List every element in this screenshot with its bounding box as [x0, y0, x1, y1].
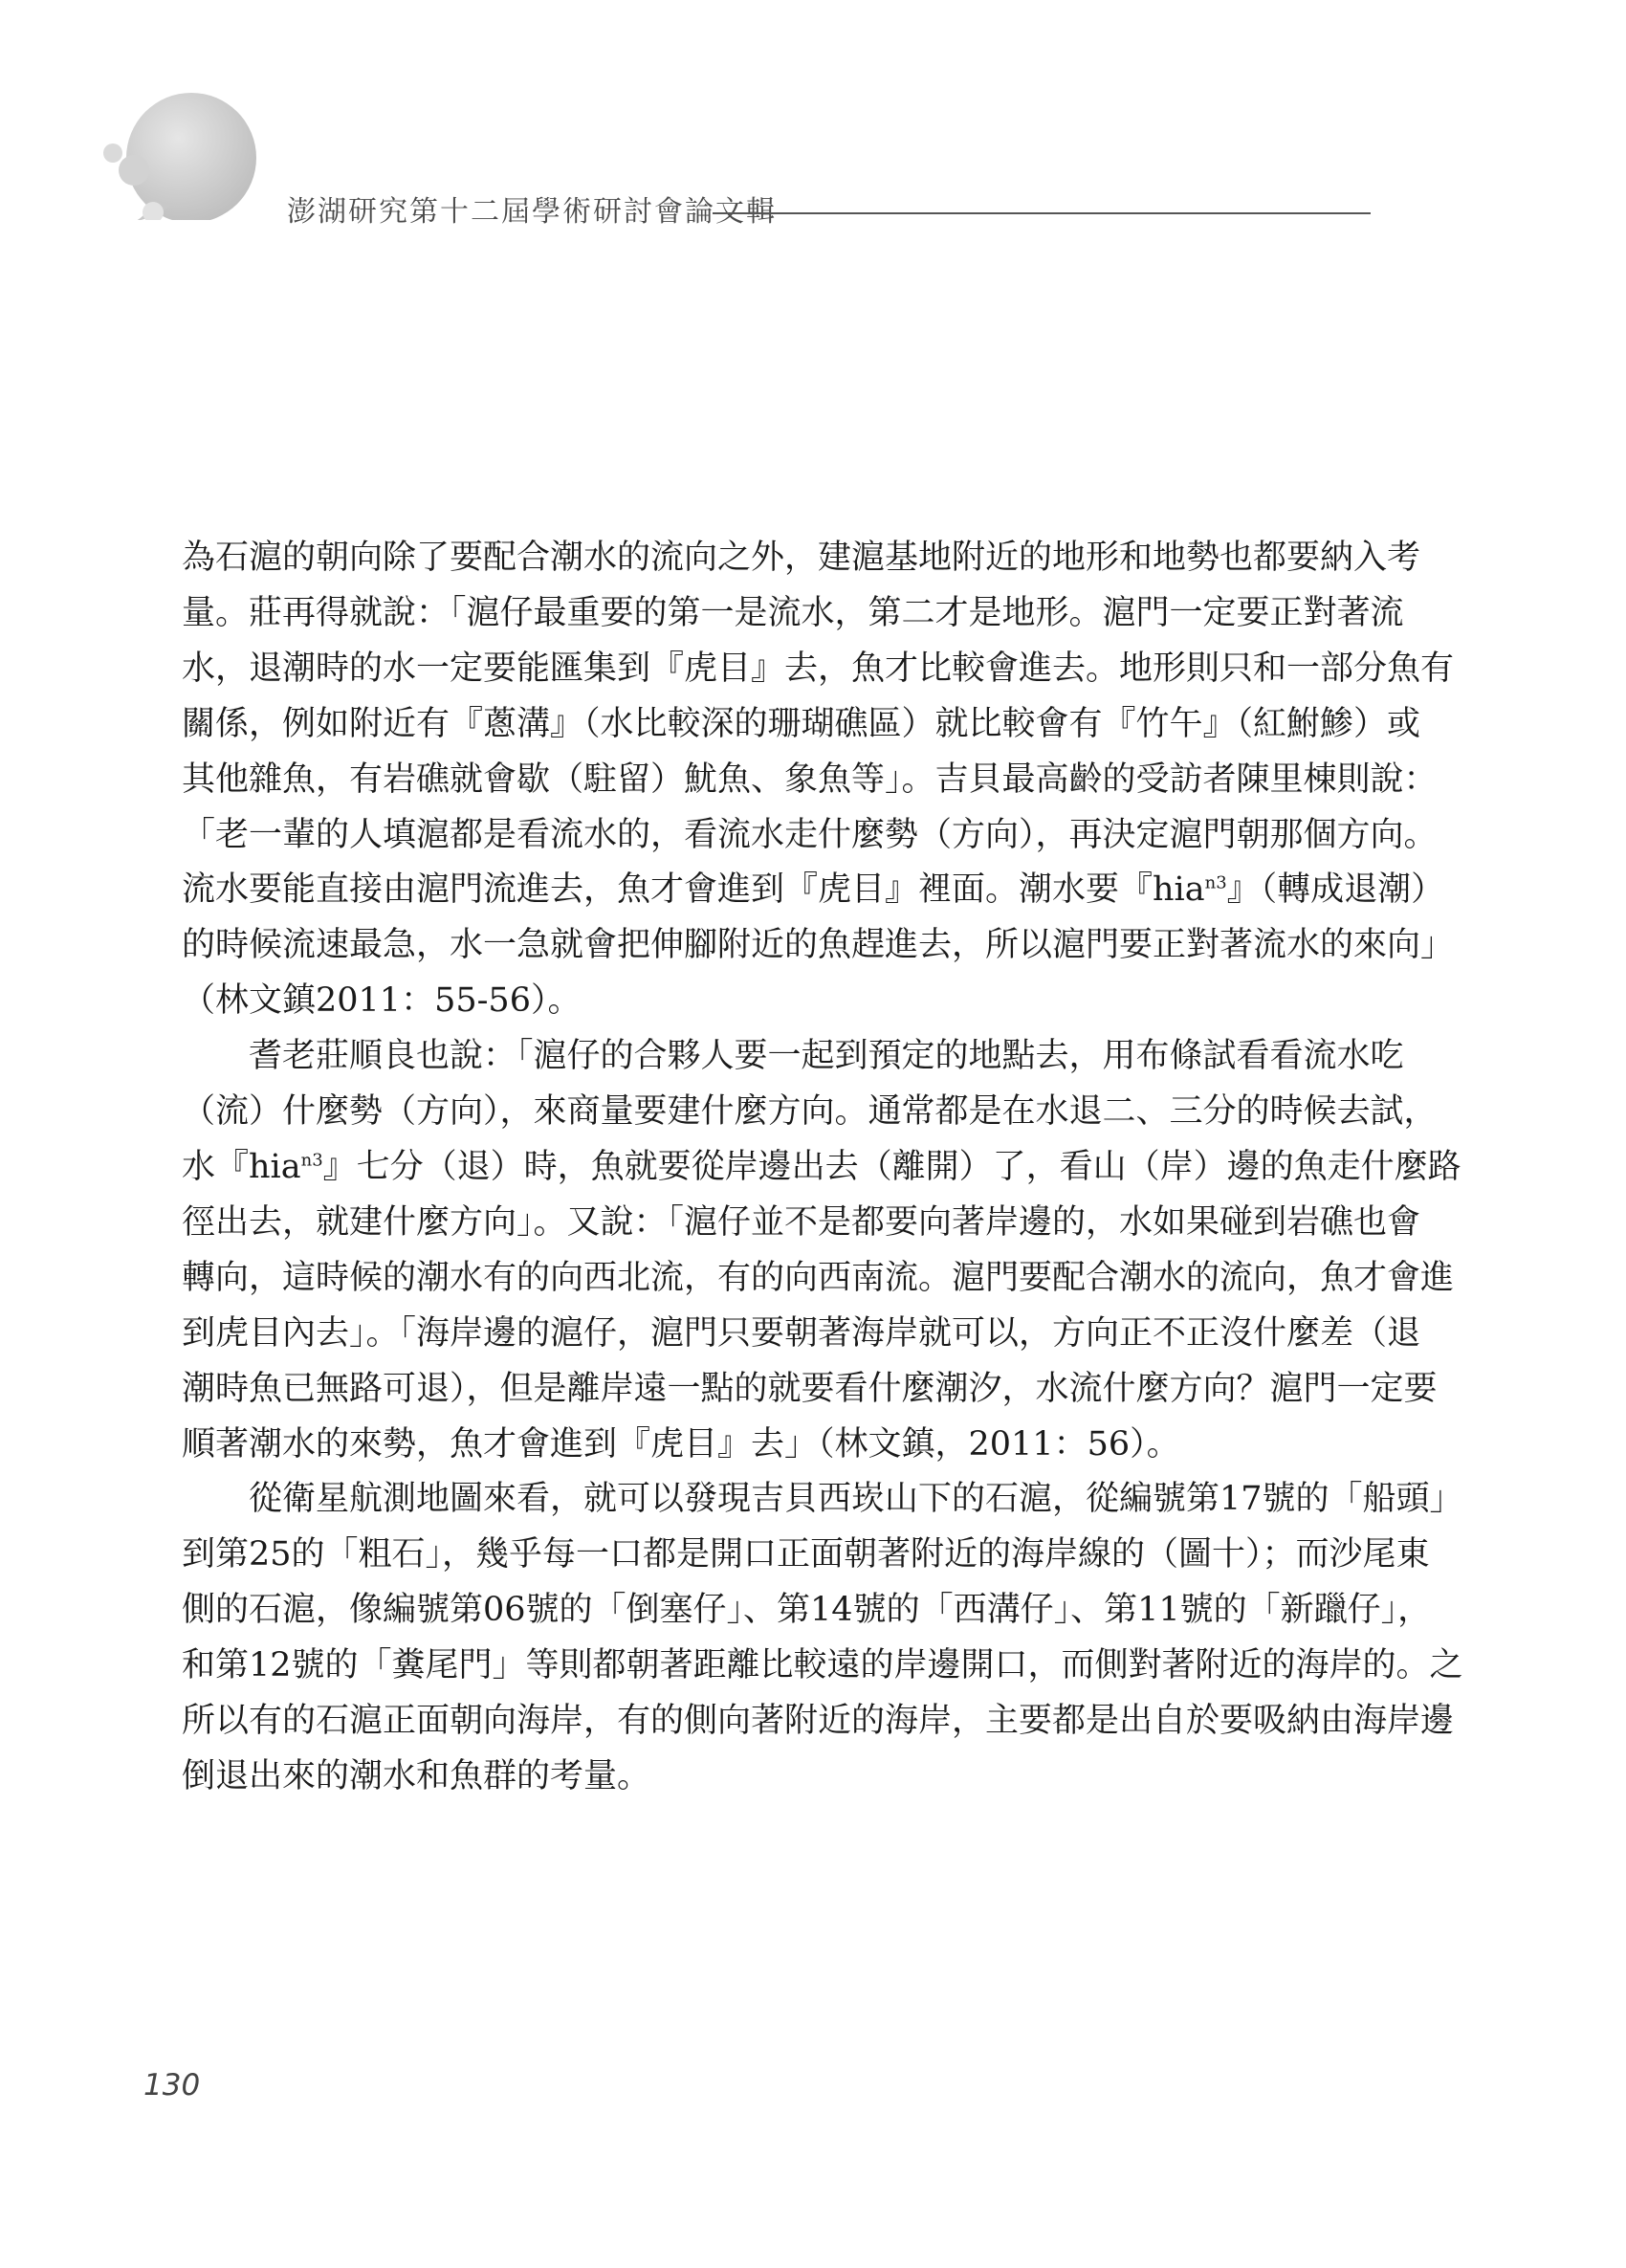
text-line: 所以有的石滬正面朝向海岸，有的側向著附近的海岸，主要都是出自於要吸納由海岸邊	[182, 1702, 1455, 1741]
text-line: 從衛星航測地圖來看，就可以發現吉貝西崁山下的石滬，從編號第17號的「船頭」	[249, 1480, 1463, 1519]
text-segment: 』（轉成退潮）	[1226, 870, 1445, 910]
text-line: 到第25的「粗石」，幾乎每一口都是開口正面朝著附近的海岸線的（圖十）；而沙尾東	[182, 1535, 1430, 1574]
bubble-logo-icon	[0, 0, 287, 220]
text-line: 為石滬的朝向除了要配合潮水的流向之外，建滬基地附近的地形和地勢也都要納入考	[182, 539, 1421, 577]
text-line: 到虎目內去」。「海岸邊的滬仔，滬門只要朝著海岸就可以，方向正不正沒什麼差（退	[182, 1313, 1421, 1353]
paragraph-2	[182, 1029, 1461, 1472]
body-text	[182, 531, 1463, 1805]
text-line	[182, 1140, 1461, 1196]
text-line: 的時候流速最急，水一急就會把伸腳附近的魚趕進去，所以滬門要正對著流水的來向」	[182, 926, 1455, 965]
text-line: （流）什麼勢（方向），來商量要建什麼方向。通常都是在水退二、三分的時候去試，	[182, 1092, 1438, 1132]
text-line: 關係，例如附近有『蔥溝』（水比較深的珊瑚礁區）就比較會有『竹午』（紅鮒鯵）或	[182, 704, 1421, 743]
text-line: 「老一輩的人填滬都是看流水的，看流水走什麼勢（方向），再決定滬門朝那個方向。	[182, 815, 1438, 854]
text-segment: 』七分（退）時，魚就要從岸邊出去（離開）了，看山（岸）邊的魚走什麼路	[322, 1147, 1461, 1186]
text-line: 其他雜魚，有岩礁就會歇（駐留）魷魚、象魚等」。吉貝最高齡的受訪者陳里棟則說：	[182, 760, 1438, 799]
paragraph-1	[182, 531, 1455, 1029]
text-line: 側的石滬，像編號第06號的「倒塞仔」、第14號的「西溝仔」、第11號的「新躐仔」，	[182, 1591, 1432, 1630]
page-number: 130	[143, 2068, 201, 2103]
text-line: 倒退出來的潮水和魚群的考量。	[182, 1756, 651, 1795]
text-line: 量。莊再得就說：「滬仔最重要的第一是流水，第二才是地形。滬門一定要正對著流	[182, 593, 1404, 632]
text-segment: 水『hia	[182, 1147, 301, 1186]
text-line: 和第12號的「糞尾門」等則都朝著距離比較遠的岸邊開口，而側對著附近的海岸的。之	[182, 1646, 1463, 1685]
paragraph-3	[182, 1472, 1463, 1804]
text-line: （林文鎮2011：55-56）。	[182, 981, 582, 1021]
text-line: 轉向，這時候的潮水有的向西北流，有的向西南流。滬門要配合潮水的流向，魚才會進	[182, 1258, 1455, 1297]
superscript: n3	[300, 1150, 323, 1171]
running-header-title: 澎湖研究第十二屆學術研討會論文輯	[287, 195, 777, 229]
text-segment: 流水要能直接由滬門流進去，魚才會進到『虎目』裡面。潮水要『hia	[182, 870, 1205, 910]
text-line: 耆老莊順良也說：「滬仔的合夥人要一起到預定的地點去，用布條試看看流水吃	[249, 1037, 1404, 1076]
text-line: 水，退潮時的水一定要能匯集到『虎目』去，魚才比較會進去。地形則只和一部分魚有	[182, 649, 1455, 688]
text-line: 潮時魚已無路可退），但是離岸遠一點的就要看什麼潮汐，水流什麼方向？滬門一定要	[182, 1369, 1438, 1408]
header-rule	[713, 212, 1371, 214]
text-line: 順著潮水的來勢，魚才會進到『虎目』去」（林文鎮，2011：56）。	[182, 1424, 1180, 1464]
text-line	[182, 863, 1445, 918]
text-line: 徑出去，就建什麼方向」。又說：「滬仔並不是都要向著岸邊的，水如果碰到岩礁也會	[182, 1202, 1421, 1242]
superscript: n3	[1204, 872, 1227, 893]
